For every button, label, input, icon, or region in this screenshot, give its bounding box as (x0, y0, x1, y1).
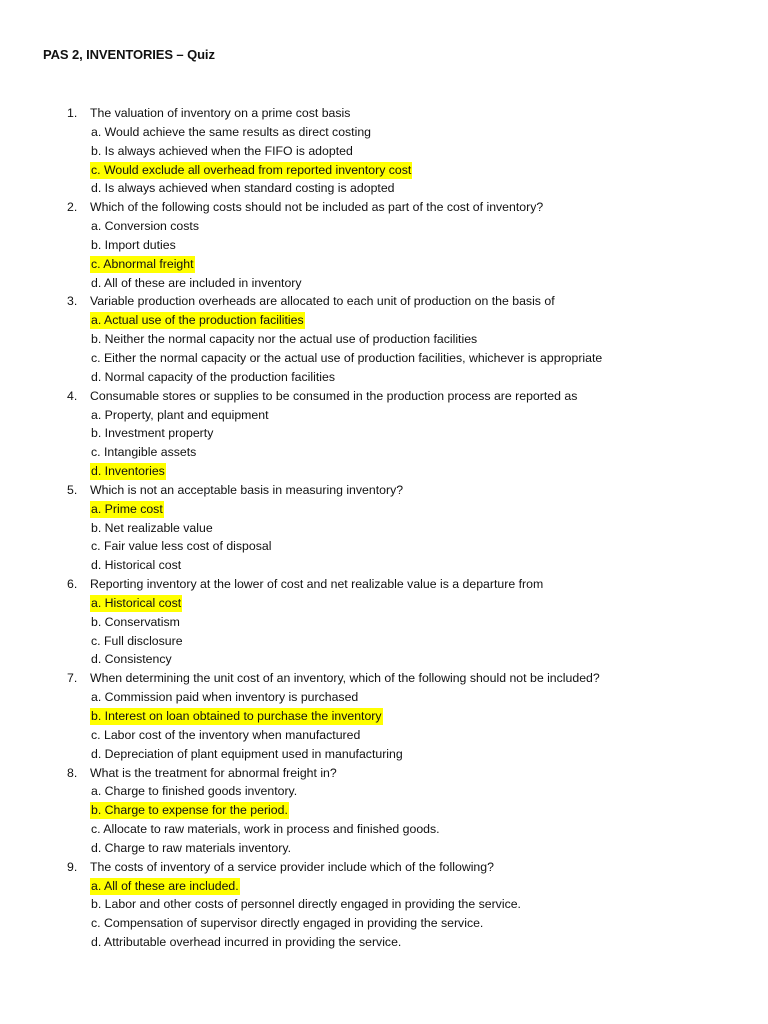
answer-option: c. Full disclosure (91, 633, 183, 648)
answer-option: d. Historical cost (91, 558, 182, 573)
answer-option: d. Consistency (91, 652, 172, 667)
option-line (0, 537, 768, 556)
option-line (0, 443, 768, 462)
answer-option: a. Commission paid when inventory is purchased (91, 690, 359, 705)
highlighted-answer: a. All of these are included. (91, 878, 239, 893)
question-line (0, 858, 768, 877)
option-line (0, 594, 768, 613)
question-number: 2. (67, 200, 78, 215)
question-text: The valuation of inventory on a prime cost basis (90, 106, 351, 120)
answer-option: d. Attributable overhead incurred in providing the service. (91, 935, 402, 950)
question-text: Consumable stores or supplies to be consumed in the production process are reported as (90, 388, 578, 403)
question-item (0, 481, 768, 575)
answer-option: b. Net realizable value (91, 520, 213, 535)
question-number: 8. (67, 765, 78, 780)
highlighted-answer: b. Charge to expense for the period. (91, 803, 288, 818)
answer-option: d. Depreciation of plant equipment used in manufacturing (91, 746, 403, 761)
question-line (0, 764, 768, 783)
answer-option: c. Either the normal capacity or the actual use of production facilities, whichever is appropriate (91, 350, 603, 365)
option-line (0, 330, 768, 349)
question-text: Which of the following costs should not be included as part of the cost of inventory? (90, 200, 544, 215)
question-line (0, 575, 768, 594)
option-line (0, 123, 768, 142)
highlighted-answer: a. Prime cost (91, 501, 163, 516)
answer-option: c. Fair value less cost of disposal (91, 539, 272, 554)
answer-option: b. Import duties (91, 237, 176, 252)
question-text: Which is not an acceptable basis in measuring inventory? (90, 482, 404, 497)
answer-option: d. Charge to raw materials inventory. (91, 840, 292, 855)
option-line (0, 255, 768, 274)
question-line (0, 198, 768, 217)
answer-option: b. Is always achieved when the FIFO is adopted (91, 143, 353, 158)
page-title: PAS 2, INVENTORIES – Quiz (43, 47, 215, 62)
answer-option: b. Investment property (91, 426, 214, 441)
option-line (0, 142, 768, 161)
option-line (0, 311, 768, 330)
highlighted-answer: d. Inventories (91, 464, 165, 479)
option-line (0, 782, 768, 801)
answer-option: d. Normal capacity of the production facilities (91, 369, 336, 384)
question-number: 5. (67, 482, 78, 497)
question-item (0, 104, 768, 198)
answer-option: b. Conservatism (91, 614, 180, 629)
option-line (0, 801, 768, 820)
highlighted-answer: b. Interest on loan obtained to purchase the inventory (91, 709, 382, 723)
option-line (0, 726, 768, 745)
question-item (0, 198, 768, 292)
question-number: 1. (67, 106, 78, 120)
question-item (0, 575, 768, 669)
option-line (0, 613, 768, 632)
question-line (0, 669, 768, 688)
question-number: 9. (67, 859, 78, 874)
question-item (0, 669, 768, 763)
question-line (0, 481, 768, 500)
question-list (0, 104, 768, 952)
option-line (0, 217, 768, 236)
answer-option: b. Labor and other costs of personnel directly engaged in providing the service. (91, 897, 521, 912)
option-line (0, 236, 768, 255)
option-line (0, 500, 768, 519)
question-item (0, 764, 768, 858)
question-line (0, 104, 768, 123)
answer-option: d. Is always achieved when standard costing is adopted (91, 181, 395, 196)
option-line (0, 745, 768, 764)
option-line (0, 707, 768, 726)
option-line (0, 650, 768, 669)
question-number: 4. (67, 388, 78, 403)
answer-option: c. Allocate to raw materials, work in process and finished goods. (91, 822, 440, 837)
highlighted-answer: c. Abnormal freight (91, 256, 194, 271)
option-line (0, 914, 768, 933)
question-number: 7. (67, 671, 78, 686)
highlighted-answer: a. Historical cost (91, 595, 182, 610)
option-line (0, 688, 768, 707)
question-line (0, 292, 768, 311)
answer-option: a. Conversion costs (91, 219, 199, 234)
answer-option: d. All of these are included in inventory (91, 275, 302, 290)
question-item (0, 292, 768, 386)
option-line (0, 406, 768, 425)
option-line (0, 274, 768, 293)
question-number: 3. (67, 294, 78, 309)
question-number: 6. (67, 577, 78, 592)
question-item (0, 387, 768, 481)
option-line (0, 877, 768, 896)
highlighted-answer: a. Actual use of the production facilities (91, 313, 304, 328)
question-line (0, 387, 768, 406)
option-line (0, 161, 768, 180)
option-line (0, 179, 768, 198)
option-line (0, 349, 768, 368)
answer-option: c. Compensation of supervisor directly engaged in providing the service. (91, 916, 484, 931)
question-text: What is the treatment for abnormal freight in? (90, 765, 337, 780)
answer-option: a. Property, plant and equipment (91, 407, 269, 422)
highlighted-answer: c. Would exclude all overhead from reported inventory cost (91, 162, 412, 177)
option-line (0, 839, 768, 858)
answer-option: c. Intangible assets (91, 445, 197, 460)
answer-option: a. Charge to finished goods inventory. (91, 784, 298, 799)
option-line (0, 368, 768, 387)
question-item (0, 858, 768, 952)
question-text: Variable production overheads are allocated to each unit of production on the basis of (90, 294, 555, 309)
question-text: When determining the unit cost of an inventory, which of the following should not be included? (90, 671, 600, 686)
option-line (0, 424, 768, 443)
option-line (0, 632, 768, 651)
option-line (0, 519, 768, 538)
question-text: Reporting inventory at the lower of cost and net realizable value is a departure from (90, 577, 544, 592)
question-text: The costs of inventory of a service provider include which of the following? (90, 859, 494, 874)
answer-option: a. Would achieve the same results as direct costing (91, 124, 372, 139)
option-line (0, 820, 768, 839)
option-line (0, 462, 768, 481)
option-line (0, 556, 768, 575)
option-line (0, 895, 768, 914)
answer-option: b. Neither the normal capacity nor the actual use of production facilities (91, 332, 478, 347)
option-line (0, 933, 768, 952)
answer-option: c. Labor cost of the inventory when manufactured (91, 727, 361, 742)
